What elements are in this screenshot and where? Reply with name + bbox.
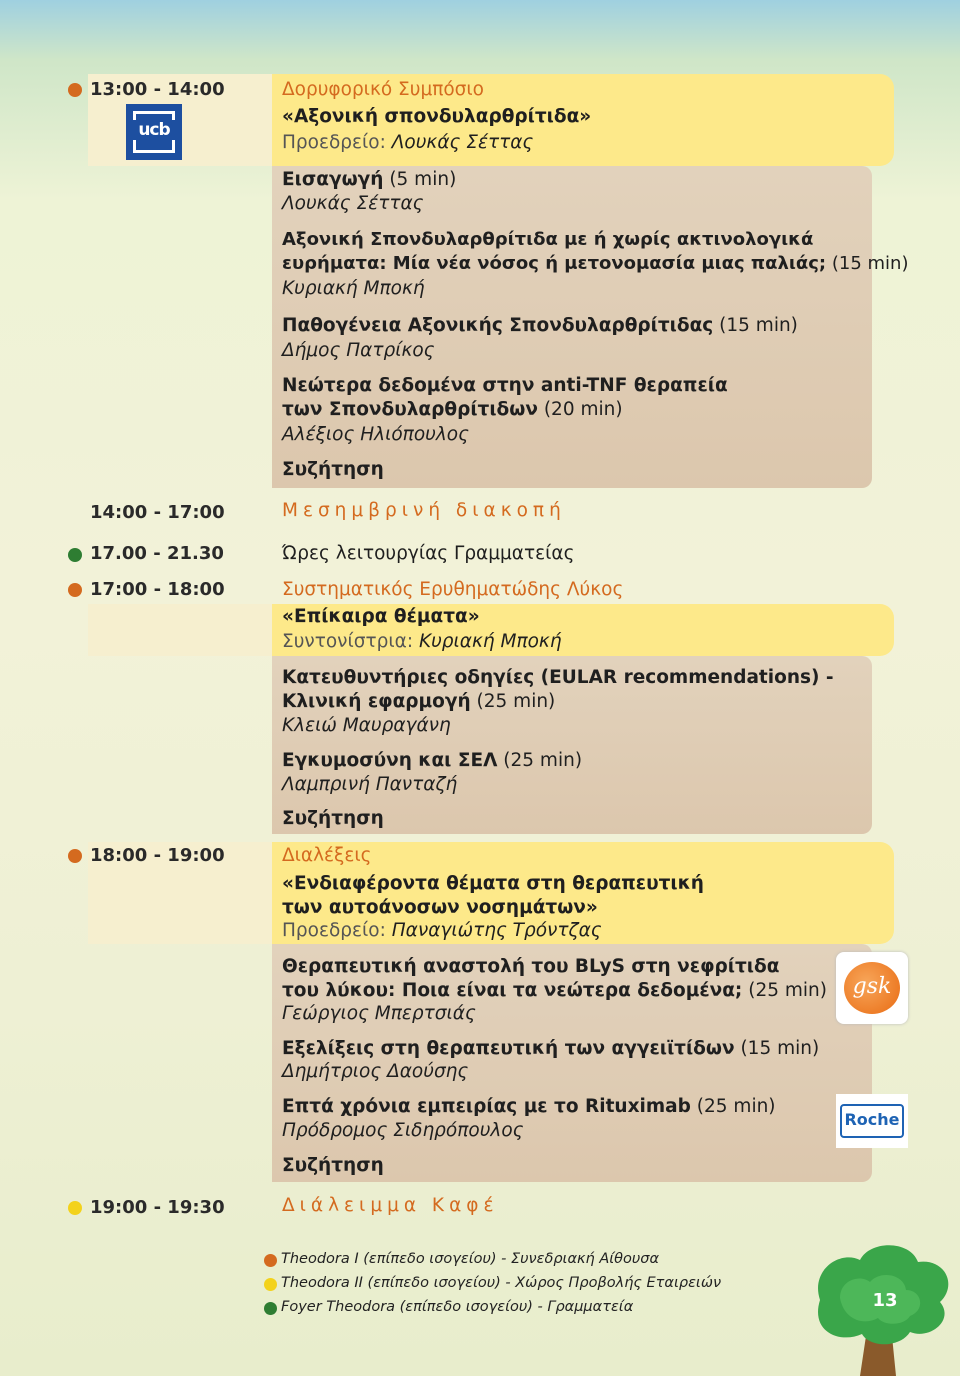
discussion-label: Συζήτηση [282, 459, 384, 480]
talk-title: του λύκου: Ποια είναι τα νεώτερα δεδομένα; (25 min) [282, 980, 827, 1001]
speaker-name: Κυριακή Μποκή [282, 278, 425, 299]
discussion-label: Συζήτηση [282, 808, 384, 829]
page-number: 13 [872, 1290, 898, 1311]
orange-room-dot [68, 83, 82, 97]
legend-item: Theodora II (επίπεδο ισογείου) - Χώρος Προβολής Εταιρειών [281, 1275, 722, 1291]
chair-line: Συντονίστρια: Κυριακή Μποκή [282, 631, 562, 652]
session-subtitle: των αυτοάνοσων νοσημάτων» [282, 897, 598, 918]
session-time: 13:00 - 14:00 [90, 79, 225, 100]
green-room-dot [68, 548, 82, 562]
legend-item: Theodora I (επίπεδο ισογείου) - Συνεδριακή Αίθουσα [281, 1251, 660, 1267]
yellow-room-dot [68, 1201, 82, 1215]
speaker-name: Λουκάς Σέττας [282, 193, 424, 214]
talk-title: Εξελίξεις στη θεραπευτική των αγγειϊτίδων (15 min) [282, 1038, 820, 1059]
talk-title: Παθογένεια Αξονικής Σπονδυλαρθρίτιδας (15 min) [282, 315, 798, 336]
coffee-break-label: Διάλειμμα Καφέ [282, 1195, 499, 1216]
session-time: 14:00 - 17:00 [90, 502, 225, 523]
chair-line: Προεδρείο: Λουκάς Σέττας [282, 132, 534, 153]
session-left-highlight [88, 604, 272, 656]
speaker-name: Δημήτριος Δαούσης [282, 1061, 469, 1082]
yellow-room-dot [264, 1278, 277, 1291]
speaker-name: Γεώργιος Μπερτσιάς [282, 1003, 476, 1024]
session-time: 17:00 - 18:00 [90, 579, 225, 600]
talk-title: των Σπονδυλαρθρίτιδων (20 min) [282, 399, 623, 420]
speaker-name: Δήμος Πατρίκος [282, 340, 435, 361]
orange-room-dot [68, 849, 82, 863]
session-time: 18:00 - 19:00 [90, 845, 225, 866]
session-title: Διαλέξεις [282, 845, 372, 866]
talk-title: Εγκυμοσύνη και ΣΕΛ (25 min) [282, 750, 583, 771]
discussion-label: Συζήτηση [282, 1155, 384, 1176]
talk-title: Κλινική εφαρμογή (25 min) [282, 691, 556, 712]
ucb-logo: ucb [126, 104, 182, 160]
speaker-name: Αλέξιος Ηλιόπουλος [282, 424, 469, 445]
session-subtitle: «Επίκαιρα θέματα» [282, 606, 480, 627]
talk-title: Θεραπευτική αναστολή του BLyS στη νεφρίτιδα [282, 956, 780, 977]
gsk-logo: gsk [836, 952, 908, 1024]
talk-title: Εισαγωγή (5 min) [282, 169, 457, 190]
talk-title: Αξονική Σπονδυλαρθρίτιδα με ή χωρίς ακτινολογικά [282, 229, 814, 250]
legend-item: Foyer Theodora (επίπεδο ισογείου) - Γραμματεία [281, 1299, 634, 1315]
roche-logo: Roche [836, 1094, 908, 1148]
secretariat-hours: Ώρες λειτουργίας Γραμματείας [282, 543, 575, 564]
green-room-dot [264, 1302, 277, 1315]
orange-room-dot [264, 1254, 277, 1267]
session-title: Συστηματικός Ερυθηματώδης Λύκος [282, 579, 624, 600]
talk-title: Κατευθυντήριες οδηγίες (EULAR recommendations) - [282, 667, 834, 688]
speaker-name: Πρόδρομος Σιδηρόπουλος [282, 1120, 524, 1141]
chair-line: Προεδρείο: Παναγιώτης Τρόντζας [282, 920, 602, 941]
session-time: 19:00 - 19:30 [90, 1197, 225, 1218]
session-title: Δορυφορικό Συμπόσιο [282, 79, 484, 100]
session-time: 17.00 - 21.30 [90, 543, 224, 564]
orange-room-dot [68, 583, 82, 597]
session-subtitle: «Αξονική σπονδυλαρθρίτιδα» [282, 106, 592, 127]
talk-title: ευρήματα: Μία νέα νόσος ή μετονομασία μιας παλιάς; (15 min) [282, 253, 909, 274]
lunch-break-label: Μεσημβρινή διακοπή [282, 500, 566, 521]
speaker-name: Λαμπρινή Πανταζή [282, 774, 458, 795]
session-subtitle: «Ενδιαφέροντα θέματα στη θεραπευτική [282, 873, 704, 894]
talk-title: Νεώτερα δεδομένα στην anti-TNF θεραπεία [282, 375, 728, 396]
speaker-name: Κλειώ Μαυραγάνη [282, 715, 451, 736]
talk-title: Επτά χρόνια εμπειρίας με το Rituximab (25 min) [282, 1096, 776, 1117]
